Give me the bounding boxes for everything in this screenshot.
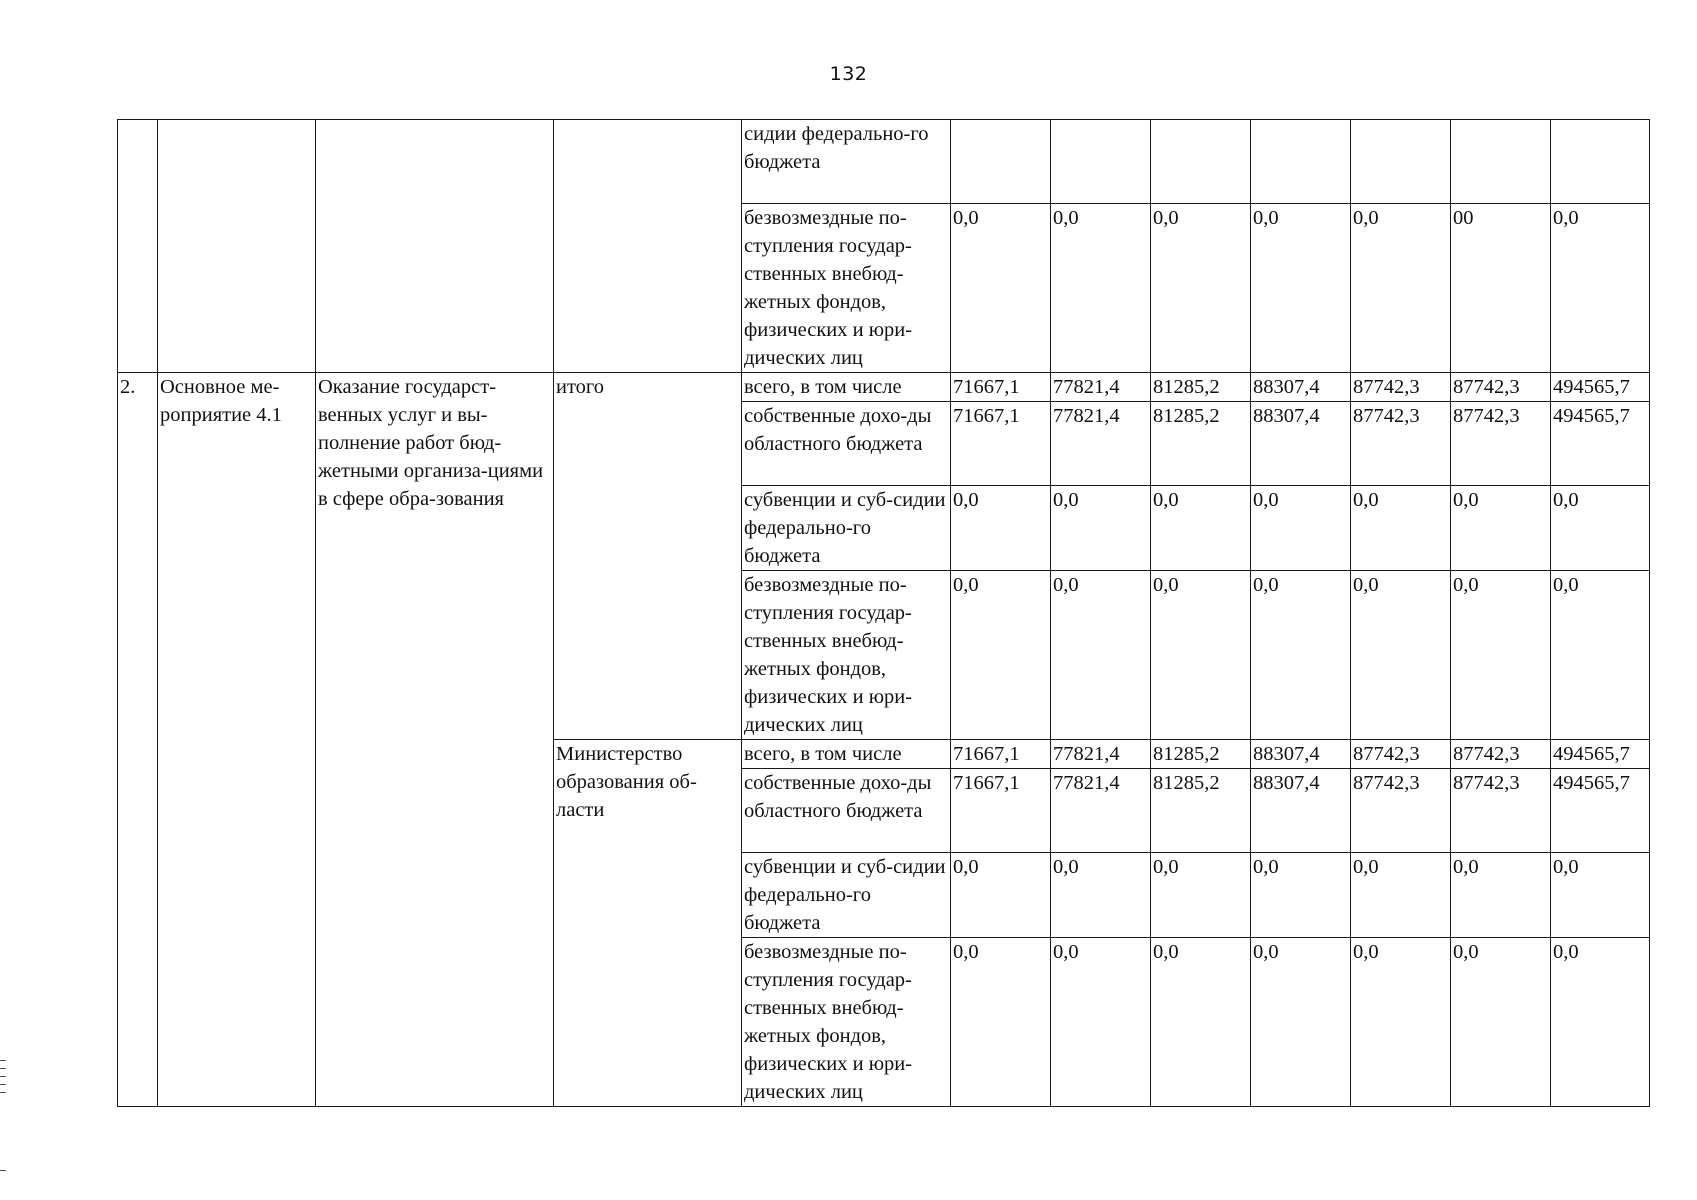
source-cell: собственные дохо-ды областного бюджета: [742, 402, 951, 486]
value-cell: 0,0: [1551, 853, 1650, 938]
value-cell: 0,0: [1051, 853, 1151, 938]
value-cell: 0,0: [1151, 853, 1251, 938]
value-cell: 87742,3: [1451, 402, 1551, 486]
description-cell: [316, 120, 554, 373]
value-cell: [1251, 120, 1351, 204]
table-body: [118, 120, 1650, 1107]
value-cell: 0,0: [951, 204, 1051, 373]
value-cell: 494565,7: [1551, 769, 1650, 853]
value-cell: 494565,7: [1551, 373, 1650, 402]
table-row: [118, 120, 1650, 204]
executor-cell: [554, 120, 742, 373]
value-cell: [1151, 120, 1251, 204]
value-cell: 0,0: [1151, 938, 1251, 1107]
scan-mark: [0, 1170, 6, 1171]
page-number: 132: [829, 63, 868, 85]
value-cell: 77821,4: [1051, 769, 1151, 853]
value-cell: 87742,3: [1351, 373, 1451, 402]
value-cell: 71667,1: [951, 740, 1051, 769]
scan-mark: [0, 1060, 6, 1061]
value-cell: [1051, 120, 1151, 204]
value-cell: 0,0: [1451, 853, 1551, 938]
scan-mark: [0, 1068, 6, 1069]
value-cell: 0,0: [1051, 571, 1151, 740]
value-cell: 0,0: [1551, 204, 1650, 373]
source-cell: безвозмездные по-ступления государ-ственных внебюд-жетных фондов, физических и юри-дических лиц: [742, 938, 951, 1107]
item-name: Основное ме-роприятие 4.1: [158, 373, 316, 1107]
budget-table: [117, 119, 1650, 1107]
value-cell: 81285,2: [1151, 740, 1251, 769]
value-cell: [1451, 120, 1551, 204]
value-cell: 0,0: [1351, 571, 1451, 740]
value-cell: 0,0: [1251, 571, 1351, 740]
value-cell: 88307,4: [1251, 402, 1351, 486]
value-cell: 0,0: [1251, 486, 1351, 571]
value-cell: 0,0: [1551, 571, 1650, 740]
value-cell: 0,0: [1351, 486, 1451, 571]
value-cell: 0,0: [1151, 486, 1251, 571]
value-cell: 0,0: [1051, 204, 1151, 373]
number-cell: [118, 120, 158, 373]
source-cell: всего, в том числе: [742, 373, 951, 402]
source-cell: субвенции и суб-сидии федерально-го бюджета: [742, 853, 951, 938]
value-cell: 0,0: [951, 486, 1051, 571]
value-cell: 81285,2: [1151, 373, 1251, 402]
scan-mark: [0, 1076, 6, 1077]
value-cell: 88307,4: [1251, 740, 1351, 769]
value-cell: 0,0: [951, 938, 1051, 1107]
value-cell: 88307,4: [1251, 373, 1351, 402]
value-cell: 0,0: [1551, 938, 1650, 1107]
value-cell: 0,0: [951, 853, 1051, 938]
value-cell: 87742,3: [1451, 740, 1551, 769]
value-cell: 0,0: [1551, 486, 1650, 571]
value-cell: 0,0: [1051, 486, 1151, 571]
value-cell: 0,0: [1151, 571, 1251, 740]
value-cell: 71667,1: [951, 373, 1051, 402]
value-cell: 00: [1451, 204, 1551, 373]
value-cell: 0,0: [1051, 938, 1151, 1107]
source-cell: всего, в том числе: [742, 740, 951, 769]
value-cell: 0,0: [1451, 571, 1551, 740]
value-cell: 88307,4: [1251, 769, 1351, 853]
value-cell: 0,0: [1451, 938, 1551, 1107]
source-cell: субвенции и суб-сидии федерально-го бюджета: [742, 486, 951, 571]
value-cell: 71667,1: [951, 769, 1051, 853]
source-cell: собственные дохо-ды областного бюджета: [742, 769, 951, 853]
value-cell: 77821,4: [1051, 402, 1151, 486]
value-cell: 87742,3: [1451, 373, 1551, 402]
scan-mark: [0, 1092, 6, 1093]
scan-mark: [0, 1084, 6, 1085]
item-number: 2.: [118, 373, 158, 1107]
value-cell: 0,0: [1351, 938, 1451, 1107]
value-cell: 77821,4: [1051, 740, 1151, 769]
value-cell: 87742,3: [1351, 740, 1451, 769]
executor-cell: Министерство образования об-ласти: [554, 740, 742, 1107]
value-cell: 0,0: [1451, 486, 1551, 571]
source-cell: безвозмездные по-ступления государ-ственных внебюд-жетных фондов, физических и юри-дических лиц: [742, 571, 951, 740]
executor-cell: итого: [554, 373, 742, 740]
value-cell: 81285,2: [1151, 402, 1251, 486]
source-cell: сидии федерально-го бюджета: [742, 120, 951, 204]
value-cell: [1551, 120, 1650, 204]
value-cell: [1351, 120, 1451, 204]
value-cell: 0,0: [1351, 204, 1451, 373]
table-row: [118, 373, 1650, 402]
value-cell: 87742,3: [1451, 769, 1551, 853]
value-cell: 77821,4: [1051, 373, 1151, 402]
value-cell: 0,0: [1151, 204, 1251, 373]
value-cell: 0,0: [1251, 853, 1351, 938]
value-cell: 494565,7: [1551, 402, 1650, 486]
value-cell: 87742,3: [1351, 402, 1451, 486]
value-cell: 71667,1: [951, 402, 1051, 486]
value-cell: 87742,3: [1351, 769, 1451, 853]
name-cell: [158, 120, 316, 373]
value-cell: 0,0: [1251, 938, 1351, 1107]
value-cell: 81285,2: [1151, 769, 1251, 853]
item-description: Оказание государст-венных услуг и вы-полнение работ бюд-жетными организа-циями в сфере обра-зования: [316, 373, 554, 1107]
value-cell: 494565,7: [1551, 740, 1650, 769]
value-cell: 0,0: [951, 571, 1051, 740]
source-cell: безвозмездные по-ступления государ-ственных внебюд-жетных фондов, физических и юри-дических лиц: [742, 204, 951, 373]
value-cell: [951, 120, 1051, 204]
value-cell: 0,0: [1251, 204, 1351, 373]
value-cell: 0,0: [1351, 853, 1451, 938]
